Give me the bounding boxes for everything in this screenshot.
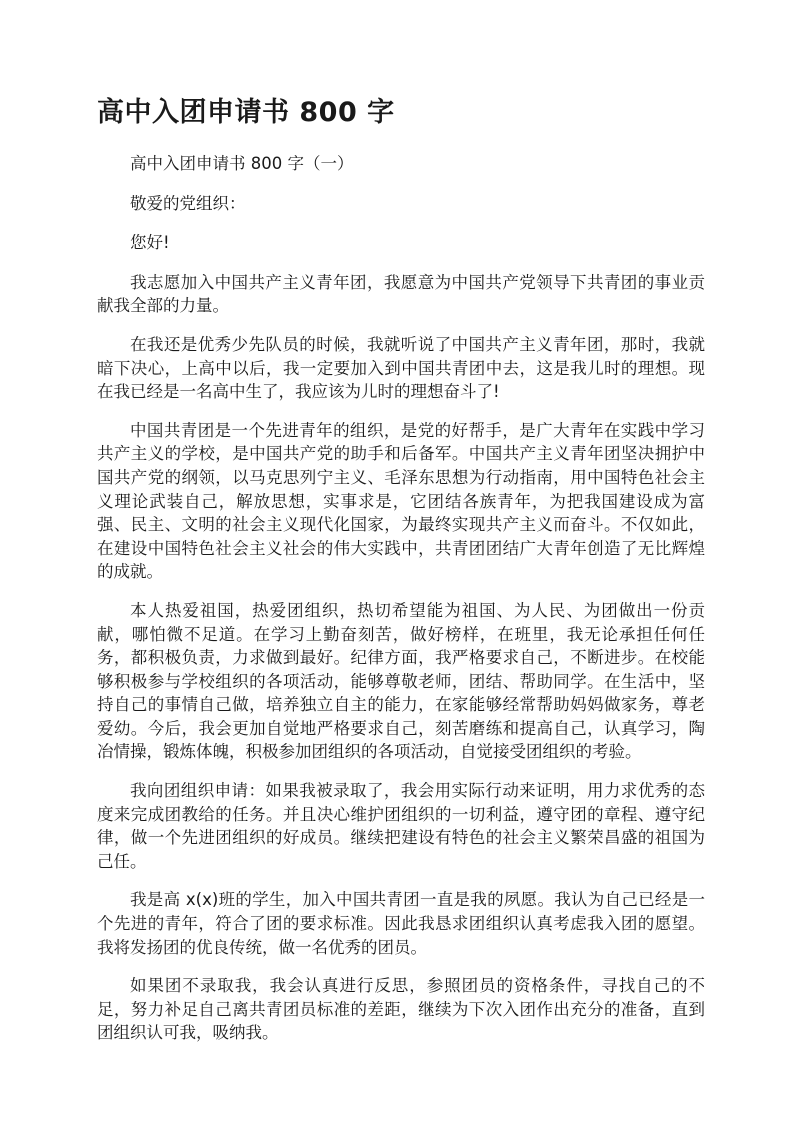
subtitle-paragraph: 高中入团申请书 800 字（一） [130, 154, 354, 173]
body-paragraph: 我是高 x(x)班的学生，加入中国共青团一直是我的夙愿。我认为自己已经是一个先进的青年，符合了团的要求标准。因此我恳求团组织认真考虑我入团的愿望。我将发扬团的优良传统，做一名优秀的团员。 [97, 890, 705, 957]
document-title: 高中入团申请书 800 字 [97, 97, 395, 128]
body-paragraph: 本人热爱祖国，热爱团组织，热切希望能为祖国、为人民、为团做出一份贡献，哪怕微不足道。在学习上勤奋刻苦，做好榜样，在班里，我无论承担任何任务，都积极负责，力求做到最好。纪律方面，我严格要求自己，不断进步。在校能够积极参与学校组织的各项活动，能够尊敬老师，团结、帮助同学。在生活中，坚持自己的事情自己做，培养独立自主的能力，在家能够经常帮助妈妈做家务，尊老爱幼。今后，我会更加自觉地严格要求自己，刻苦磨练和提高自己，认真学习，陶冶情操，锻炼体魄，积极参加团组织的各项活动，自觉接受团组织的考验。 [97, 600, 705, 762]
body-paragraph: 我向团组织申请：如果我被录取了，我会用实际行动来证明，用力求优秀的态度来完成团教给的任务。并且决心维护团组织的一切利益，遵守团的章程、遵守纪律，做一个先进团组织的好成员。继续把建设有特色的社会主义繁荣昌盛的祖国为己任。 [97, 781, 705, 871]
body-paragraph: 在我还是优秀少先队员的时候，我就听说了中国共产主义青年团，那时，我就暗下决心，上高中以后，我一定要加入到中国共青团中去，这是我儿时的理想。现在我已经是一名高中生了，我应该为儿时的理想奋斗了! [97, 334, 705, 402]
salutation-paragraph: 敬爱的党组织： [130, 193, 246, 213]
body-paragraph: 中国共青团是一个先进青年的组织，是党的好帮手，是广大青年在实践中学习共产主义的学校，是中国共产党的助手和后备军。中国共产主义青年团坚决拥护中国共产党的纲领，以马克思列宁主义、毛泽东思想为行动指南，用中国特色社会主义理论武装自己，解放思想，实事求是，它团结各族青年，为把我国建设成为富强、民主、文明的社会主义现代化国家，为最终实现共产主义而奋斗。不仅如此，在建设中国特色社会主义社会的伟大实践中，共青团团结广大青年创造了无比辉煌的成就。 [97, 420, 705, 582]
body-paragraph: 我志愿加入中国共产主义青年团，我愿意为中国共产党领导下共青团的事业贡献我全部的力量。 [97, 272, 705, 316]
greeting-paragraph: 您好! [130, 233, 170, 253]
body-paragraph: 如果团不录取我，我会认真进行反思，参照团员的资格条件，寻找自己的不足，努力补足自己离共青团员标准的差距，继续为下次入团作出充分的准备，直到团组织认可我，吸纳我。 [97, 976, 705, 1043]
